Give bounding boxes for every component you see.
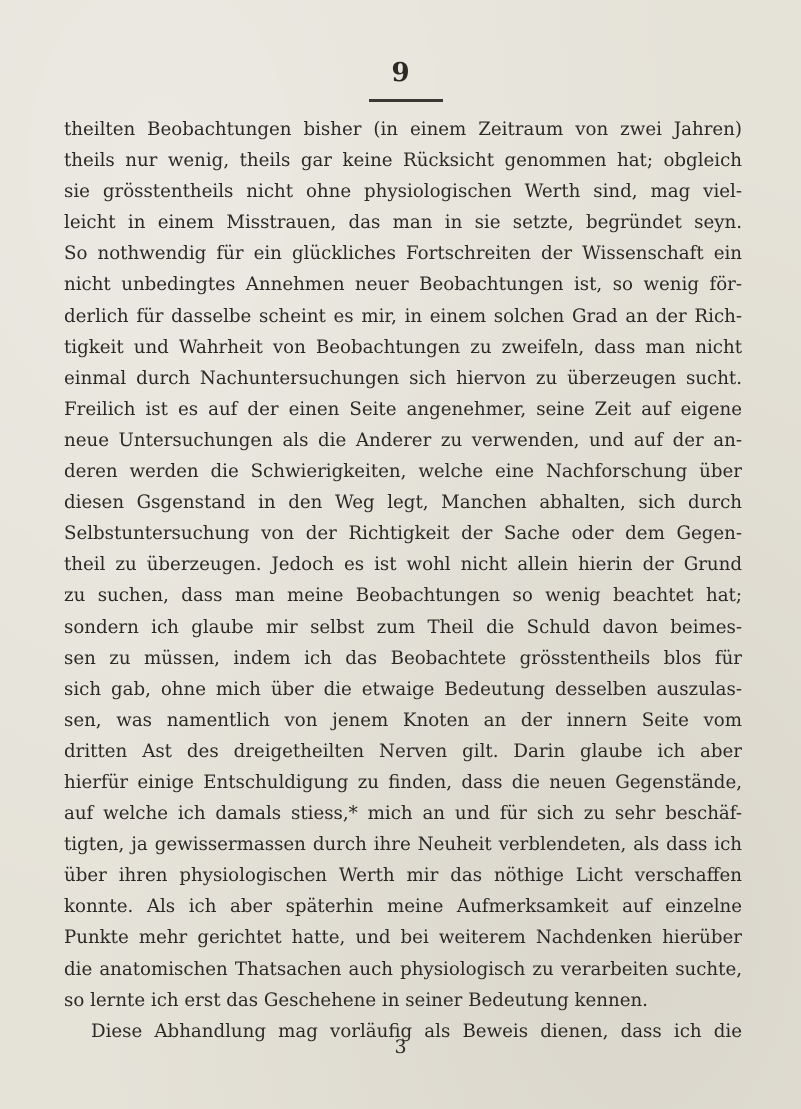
page-number: 9 (391, 58, 410, 88)
text-line: theilten Beobachtungen bisher (in einem Zeitraum von zwei Jahren) (64, 119, 742, 140)
text-line: tigkeit und Wahrheit von Beobachtungen zu zweifeln, dass man nicht (64, 336, 742, 358)
text-line: Punkte mehr gerichtet hatte, und bei weiterem Nachdenken hierüber (64, 927, 742, 949)
text-line: sondern ich glaube mir selbst zum Theil die Schuld davon beimes- (64, 616, 742, 638)
text-line: deren werden die Schwierigkeiten, welche eine Nachforschung über (64, 461, 742, 483)
text-line: derlich für dasselbe scheint es mir, in einem solchen Grad an der Rich- (64, 305, 742, 327)
text-line: sie grösstentheils nicht ohne physiologischen Werth sind, mag viel- (64, 181, 742, 203)
text-line: nicht unbedingtes Annehmen neuer Beobachtungen ist, so wenig för- (64, 274, 742, 296)
text-line: theils nur wenig, theils gar keine Rücksicht genommen hat; obgleich (64, 150, 742, 172)
text-line: Diese Abhandlung mag vorläufig als Beweis dienen, dass ich die (91, 1020, 742, 1042)
text-line: Freilich ist es auf der einen Seite angenehmer, seine Zeit auf eigene (64, 398, 742, 420)
text-line: theil zu überzeugen. Jedoch es ist wohl nicht allein hierin der Grund (64, 554, 742, 576)
text-line: sen zu müssen, indem ich das Beobachtete grösstentheils blos für (64, 647, 742, 669)
text-line: diesen Gsgenstand in den Weg legt, Manchen abhalten, sich durch (64, 492, 742, 514)
text-line: sich gab, ohne mich über die etwaige Bedeutung desselben auszulas- (64, 678, 742, 700)
header-rule (369, 99, 443, 102)
signature-mark: 3 (394, 1036, 407, 1058)
text-line: einmal durch Nachuntersuchungen sich hiervon zu überzeugen sucht. (64, 367, 742, 389)
text-line: Selbstuntersuchung von der Richtigkeit der Sache oder dem Gegen- (64, 523, 742, 545)
text-line: hierfür einige Entschuldigung zu finden, dass die neuen Gegenstände, (64, 771, 742, 793)
text-line: auf welche ich damals stiess,* mich an und für sich zu sehr beschäf- (64, 803, 742, 825)
text-line: so lernte ich erst das Geschehene in seiner Bedeutung kennen. (64, 989, 648, 1011)
text-line: sen, was namentlich von jenem Knoten an der innern Seite vom (64, 709, 742, 731)
text-line: neue Untersuchungen als die Anderer zu verwenden, und auf der an- (64, 429, 742, 451)
text-line: So nothwendig für ein glückliches Fortschreiten der Wissenschaft ein (64, 243, 742, 265)
text-line: leicht in einem Misstrauen, das man in sie setzte, begründet seyn. (64, 212, 742, 234)
text-line: zu suchen, dass man meine Beobachtungen so wenig beachtet hat; (64, 585, 742, 607)
text-line: tigten, ja gewissermassen durch ihre Neuheit verblendeten, als dass ich (64, 834, 742, 856)
text-line: dritten Ast des dreigetheilten Nerven gilt. Darin glaube ich aber (64, 740, 742, 762)
text-line: über ihren physiologischen Werth mir das nöthige Licht verschaffen (64, 865, 742, 887)
text-line: konnte. Als ich aber späterhin meine Aufmerksamkeit auf einzelne (64, 896, 742, 918)
body-text (64, 114, 742, 1047)
text-line: die anatomischen Thatsachen auch physiologisch zu verarbeiten suchte, (64, 958, 742, 980)
